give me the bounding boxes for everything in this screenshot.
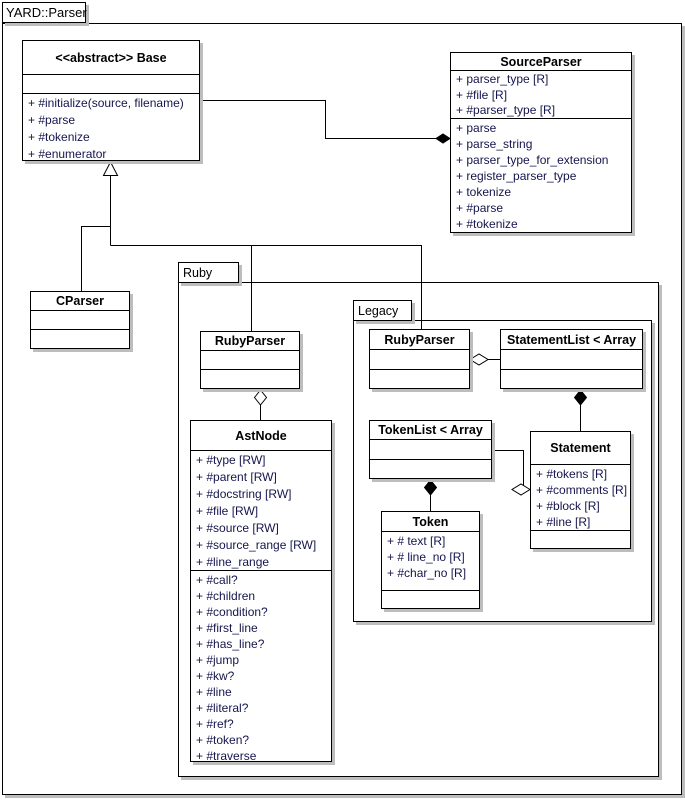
member-row: + #line [R] [536, 515, 591, 529]
member-row: + #condition? [196, 605, 268, 619]
member-row: + #tokens [R] [536, 467, 608, 481]
member-row: + #children [196, 589, 256, 603]
member-row: + #docstring [RW] [196, 487, 292, 501]
member-row: + #tokenize [28, 130, 90, 144]
member-row: + # line_no [R] [387, 550, 465, 564]
class-box-token[interactable] [381, 511, 480, 609]
class-title: SourceParser [500, 54, 582, 69]
class-box-statementlist[interactable] [500, 329, 643, 389]
member-row: + #parent [RW] [196, 470, 277, 484]
class-title: CParser [56, 294, 104, 308]
member-row: + #char_no [R] [387, 566, 467, 580]
class-methods [23, 93, 199, 160]
member-row: + #kw? [196, 669, 235, 683]
member-row: + #traverse [196, 749, 257, 761]
class-box-tokenlist[interactable] [369, 420, 492, 479]
member-row: + #parser_type [R] [456, 103, 556, 117]
class-title: StatementList < Array [506, 332, 637, 347]
member-row: + parse_string [456, 137, 533, 151]
member-row: + #token? [196, 733, 250, 747]
class-attributes [31, 310, 129, 329]
diagram-title: YARD::Parser [6, 5, 87, 20]
member-row: + #parse [456, 201, 504, 215]
class-attributes [201, 350, 299, 369]
package-legacy-tab[interactable] [353, 300, 412, 321]
class-attributes [451, 70, 631, 118]
class-methods [451, 118, 631, 232]
member-row: + #type [RW] [196, 453, 266, 467]
member-row: + #comments [R] [536, 483, 628, 497]
class-attributes [370, 439, 491, 459]
member-row: + #enumerator [28, 147, 107, 160]
member-row: + #tokenize [456, 217, 518, 231]
class-box-legacy-rubyparser[interactable] [369, 329, 470, 389]
member-row: + #ref? [196, 717, 234, 731]
member-row: + parser_type [R] [456, 72, 549, 86]
class-box-cparser[interactable] [30, 291, 130, 349]
class-methods [191, 570, 331, 761]
member-row: + # text [R] [387, 534, 446, 548]
member-row: + #file [R] [456, 87, 508, 102]
class-attributes [23, 74, 199, 93]
package-legacy-label: Legacy [358, 303, 399, 318]
class-attributes [191, 450, 331, 570]
member-row: + #source_range [RW] [196, 538, 317, 552]
member-row: + #call? [196, 573, 238, 587]
class-title: AstNode [235, 428, 287, 443]
class-methods [370, 459, 491, 478]
class-title: RubyParser [214, 334, 286, 348]
class-title: <<abstract>> Base [55, 50, 167, 65]
class-attributes [370, 349, 469, 369]
member-row: + #line_range [196, 555, 270, 569]
class-box-astnode[interactable] [190, 420, 332, 762]
package-ruby-tab[interactable] [178, 262, 239, 283]
member-row: + #initialize(source, filename) [28, 96, 184, 110]
member-row: + #file [RW] [196, 504, 259, 518]
class-title: Token [412, 514, 449, 529]
class-box-sourceparser[interactable] [450, 52, 632, 233]
class-methods [382, 590, 479, 608]
class-attributes [382, 531, 479, 590]
class-title: Statement [550, 441, 611, 455]
member-row: + #first_line [196, 621, 258, 635]
class-methods [31, 329, 129, 348]
member-row: + #literal? [196, 701, 249, 715]
member-row: + parse [456, 121, 497, 135]
member-row: + #parse [28, 113, 76, 127]
member-row: + #source [RW] [196, 521, 279, 535]
diagram-title-tab[interactable] [2, 2, 86, 23]
class-title: TokenList < Array [378, 423, 483, 437]
class-methods [370, 369, 469, 388]
class-box-ruby-rubyparser[interactable] [200, 331, 300, 389]
member-row: + #has_line? [196, 637, 265, 651]
class-attributes [501, 349, 642, 369]
member-row: + register_parser_type [456, 169, 577, 183]
member-row: + #jump [196, 653, 240, 667]
class-title: RubyParser [384, 332, 455, 347]
class-methods [201, 369, 299, 388]
class-methods [531, 530, 630, 548]
member-row: + parser_type_for_extension [456, 153, 609, 167]
class-box-base[interactable] [22, 40, 200, 161]
member-row: + #block [R] [536, 499, 600, 513]
class-methods [501, 369, 642, 388]
class-box-statement[interactable] [530, 431, 631, 549]
member-row: + tokenize [456, 185, 512, 199]
member-row: + #line [196, 685, 232, 699]
package-ruby-label: Ruby [183, 265, 213, 280]
class-attributes [531, 464, 630, 530]
